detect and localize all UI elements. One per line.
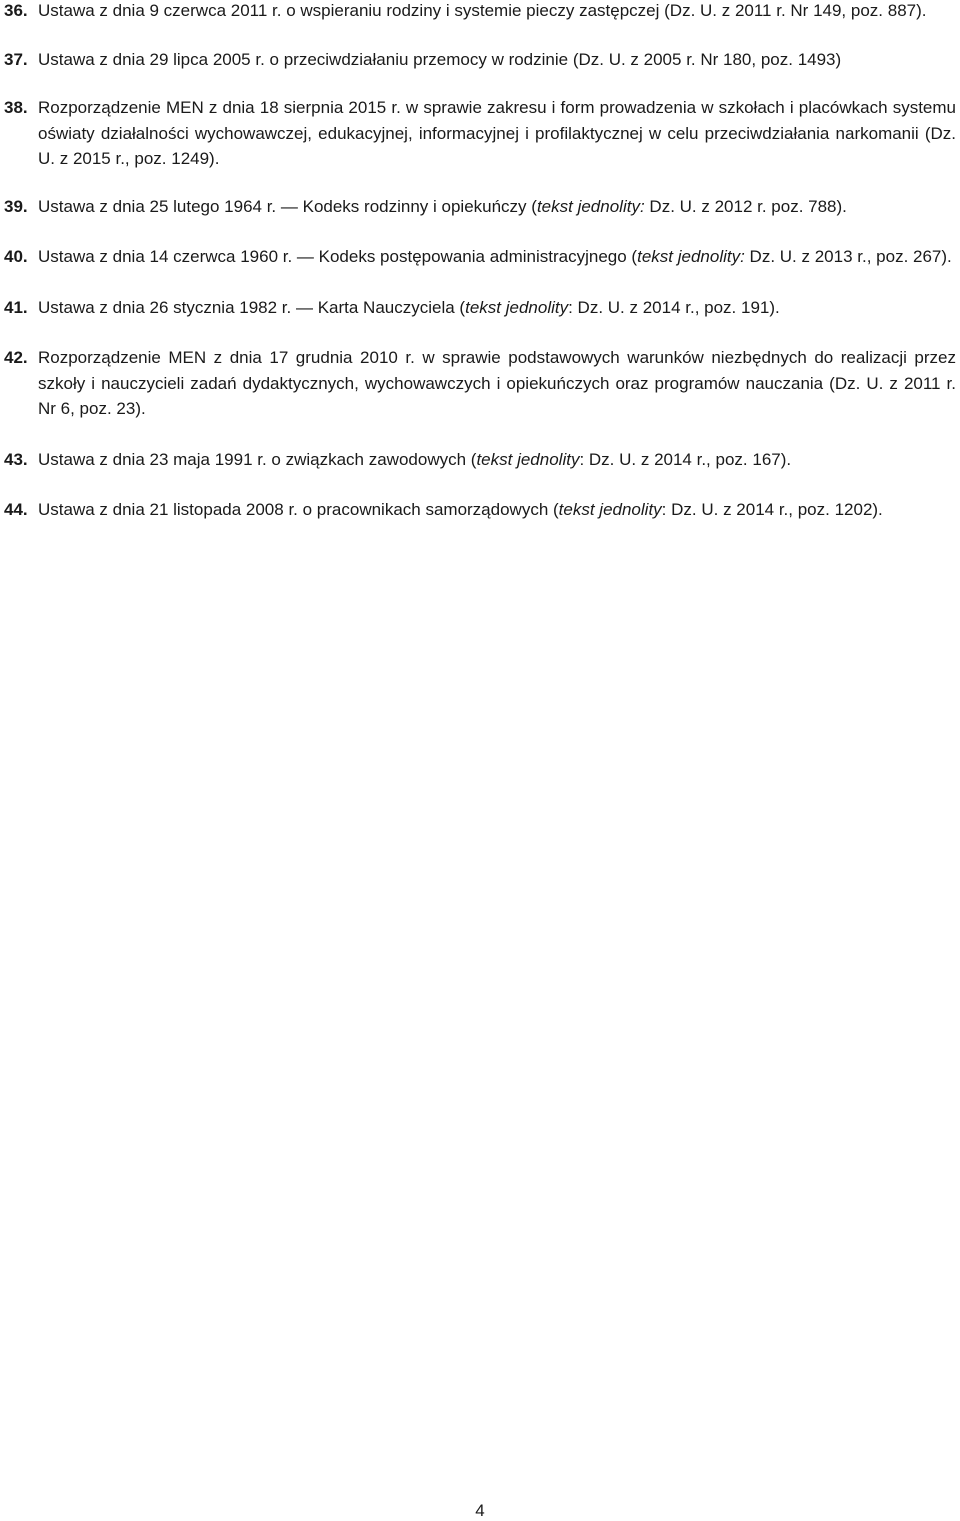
entry-text: Ustawa z dnia 23 maja 1991 r. o związkach zawodowych (tekst jednolity: Dz. U. z 2014 r., poz. 167). [38, 449, 792, 469]
entry-number: 43. [4, 449, 28, 469]
list-item [4, 447, 956, 473]
entry-text: Ustawa z dnia 9 czerwca 2011 r. o wspieraniu rodziny i systemie pieczy zastępczej (Dz. U. z 2011 r. Nr 149, poz. 887). [38, 1, 927, 20]
entry-number: 37. [4, 49, 28, 69]
entry-number: 40. [4, 247, 28, 266]
list-item [4, 47, 956, 73]
list-item [4, 0, 956, 24]
list-item [4, 194, 956, 220]
entry-text: Rozporządzenie MEN z dnia 18 sierpnia 2015 r. w sprawie zakresu i form prowadzenia w szkołach i placówkach systemu oświaty działalności wychowawczej, edukacyjnej, informacyjnej i profilaktycznej w celu przeciwdziałania narkomanii (Dz. U. z 2015 r., poz. 1249). [38, 98, 956, 168]
entry-number: 36. [4, 1, 28, 20]
list-item [4, 244, 956, 270]
entry-text: Ustawa z dnia 21 listopada 2008 r. o pracownikach samorządowych (tekst jednolity: Dz. U. z 2014 r., poz. 1202). [38, 500, 883, 519]
bibliography-list [4, 0, 956, 519]
entry-number: 39. [4, 196, 28, 216]
list-item [4, 497, 956, 523]
entry-text: Ustawa z dnia 26 stycznia 1982 r. — Karta Nauczyciela (tekst jednolity: Dz. U. z 2014 r., poz. 191). [38, 297, 780, 317]
list-item [4, 95, 956, 172]
list-item [4, 295, 956, 321]
entry-number: 44. [4, 500, 28, 519]
entry-text: Ustawa z dnia 25 lutego 1964 r. — Kodeks rodzinny i opiekuńczy (tekst jednolity: Dz. U. z 2012 r. poz. 788). [38, 196, 847, 216]
entry-number: 38. [4, 98, 28, 117]
entry-number: 42. [4, 348, 28, 367]
list-item [4, 345, 956, 422]
entry-number: 41. [4, 297, 28, 317]
entry-text: Rozporządzenie MEN z dnia 17 grudnia 2010 r. w sprawie podstawowych warunków niezbędnych do realizacji przez szkoły i nauczycieli zadań dydaktycznych, wychowawczych i opiekuńczych oraz programów nauczania (Dz. U. z 2011 r. Nr 6, poz. 23). [38, 348, 956, 418]
entry-text: Ustawa z dnia 29 lipca 2005 r. o przeciwdziałaniu przemocy w rodzinie (Dz. U. z 2005 r. Nr 180, poz. 1493) [38, 49, 842, 69]
page-number: 4 [475, 1501, 485, 1520]
entry-text: Ustawa z dnia 14 czerwca 1960 r. — Kodeks postępowania administracyjnego (tekst jednolity: Dz. U. z 2013 r., poz. 267). [38, 247, 952, 266]
